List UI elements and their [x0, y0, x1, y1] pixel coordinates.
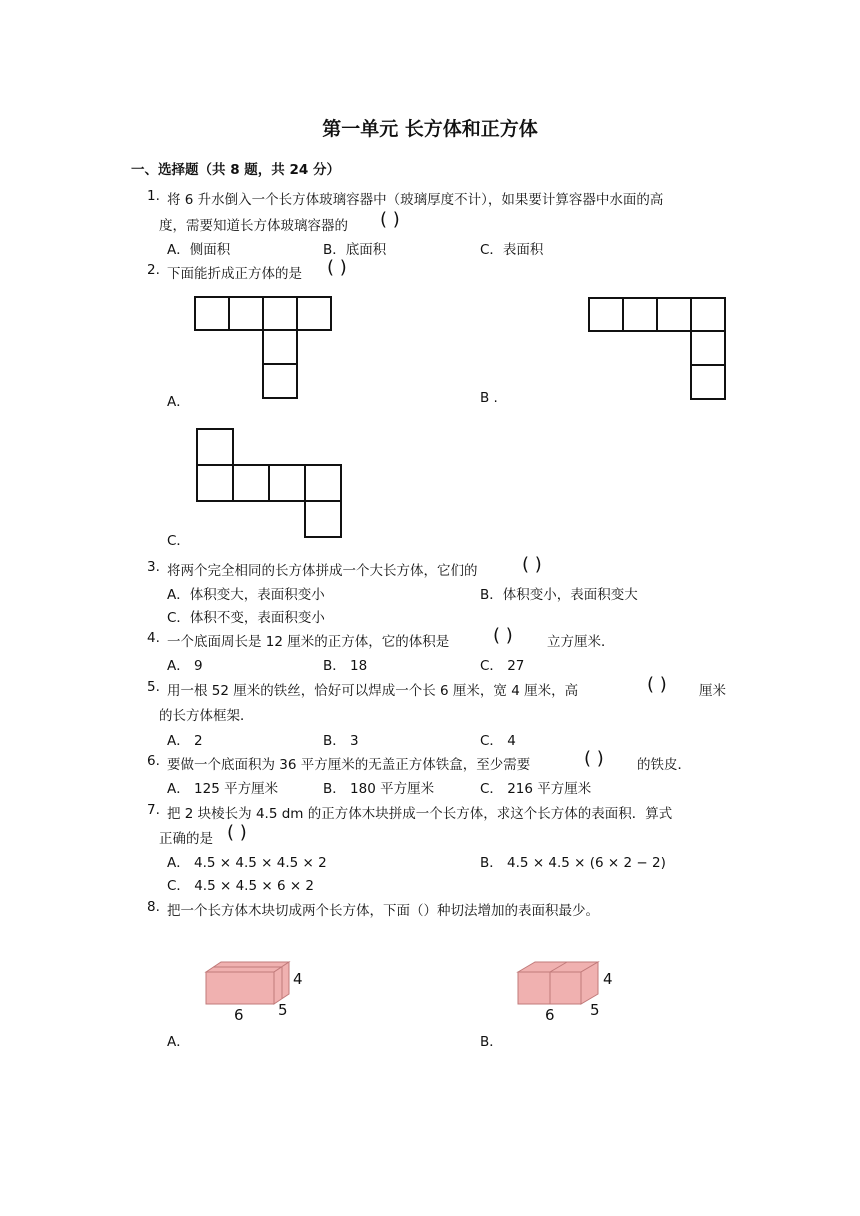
question-number: 1.	[147, 188, 160, 204]
question-stem-line2: 度，需要知道长方体玻璃容器的	[159, 218, 348, 234]
question-stem: 将两个完全相同的长方体拼成一个大长方体，它们的	[167, 563, 478, 579]
question-number: 4.	[147, 630, 160, 646]
question-stem: 把一个长方体木块切成两个长方体，下面（）种切法增加的表面积最少。	[167, 903, 599, 919]
option-b[interactable]: B． 3	[323, 733, 359, 749]
option-a[interactable]: A．	[167, 394, 190, 410]
question-stem-line2: 的长方体框架．	[159, 708, 254, 724]
option-a[interactable]: A．侧面积	[167, 242, 231, 258]
option-b[interactable]: B． 4.5 × 4.5 × (6 × 2 − 2)	[480, 855, 666, 871]
question-stem: 将 6 升水倒入一个长方体玻璃容器中（玻璃厚度不计），如果要计算容器中水面的高	[167, 192, 664, 208]
option-c[interactable]: C．	[167, 533, 190, 549]
option-a[interactable]: A． 2	[167, 733, 203, 749]
option-a[interactable]: A． 9	[167, 658, 203, 674]
option-c[interactable]: C． 27	[480, 658, 525, 674]
option-b[interactable]: B． 180 平方厘米	[323, 781, 435, 797]
question-number: 3.	[147, 559, 160, 575]
option-c[interactable]: C． 216 平方厘米	[480, 781, 592, 797]
question-number: 2.	[147, 262, 160, 278]
cuboid-front-face	[206, 972, 274, 1004]
question-number: 7.	[147, 802, 160, 818]
dimension-width: 5	[278, 1001, 288, 1019]
answer-blank[interactable]: ( )	[522, 554, 542, 575]
answer-blank[interactable]: ( )	[327, 257, 347, 278]
option-b[interactable]: B． 18	[323, 658, 368, 674]
option-a[interactable]: A．	[167, 1034, 190, 1050]
cube-net-a	[194, 296, 334, 401]
option-b[interactable]: B．底面积	[323, 242, 387, 258]
question-stem: 把 2 块棱长为 4.5 dm 的正方体木块拼成一个长方体，求这个长方体的表面积．算式	[167, 806, 673, 822]
answer-blank[interactable]: ( )	[380, 209, 400, 230]
question-number: 6.	[147, 753, 160, 769]
dimension-height: 4	[603, 970, 613, 988]
question-tail: 立方厘米．	[547, 634, 615, 650]
dimension-height: 4	[293, 970, 303, 988]
option-c[interactable]: C． 4	[480, 733, 516, 749]
question-stem-line2: 正确的是	[159, 831, 213, 847]
dimension-length: 6	[545, 1006, 555, 1024]
option-c[interactable]: C． 4.5 × 4.5 × 6 × 2	[167, 878, 315, 894]
cube-net-c	[196, 428, 346, 540]
cuboid-figure-a	[205, 960, 315, 1024]
option-c[interactable]: C．体积不变，表面积变小	[167, 610, 325, 626]
option-b[interactable]: B．	[480, 1034, 503, 1050]
option-c[interactable]: C．表面积	[480, 242, 544, 258]
question-stem: 用一根 52 厘米的铁丝，恰好可以焊成一个长 6 厘米，宽 4 厘米，高	[167, 683, 579, 699]
question-number: 8.	[147, 899, 160, 915]
answer-blank[interactable]: ( )	[227, 822, 247, 843]
answer-blank[interactable]: ( )	[493, 625, 513, 646]
option-b[interactable]: B．体积变小，表面积变大	[480, 587, 638, 603]
option-a[interactable]: A． 125 平方厘米	[167, 781, 279, 797]
option-a[interactable]: A．体积变大，表面积变小	[167, 587, 325, 603]
dimension-width: 5	[590, 1001, 600, 1019]
question-stem: 下面能折成正方体的是	[167, 266, 302, 282]
question-tail: 厘米	[699, 683, 726, 699]
cuboid-figure-b	[517, 960, 627, 1024]
answer-blank[interactable]: ( )	[647, 674, 667, 695]
question-stem: 要做一个底面积为 36 平方厘米的无盖正方体铁盒，至少需要	[167, 757, 531, 773]
cube-net-b	[588, 297, 728, 402]
answer-blank[interactable]: ( )	[584, 748, 604, 769]
section-heading: 一、选择题（共 8 题，共 24 分）	[131, 162, 340, 178]
dimension-length: 6	[234, 1006, 244, 1024]
page-title: 第一单元 长方体和正方体	[322, 118, 538, 140]
option-b[interactable]: B .	[480, 390, 498, 406]
option-a[interactable]: A． 4.5 × 4.5 × 4.5 × 2	[167, 855, 327, 871]
question-tail: 的铁皮．	[637, 757, 691, 773]
question-number: 5.	[147, 679, 160, 695]
question-stem: 一个底面周长是 12 厘米的正方体，它的体积是	[167, 634, 450, 650]
